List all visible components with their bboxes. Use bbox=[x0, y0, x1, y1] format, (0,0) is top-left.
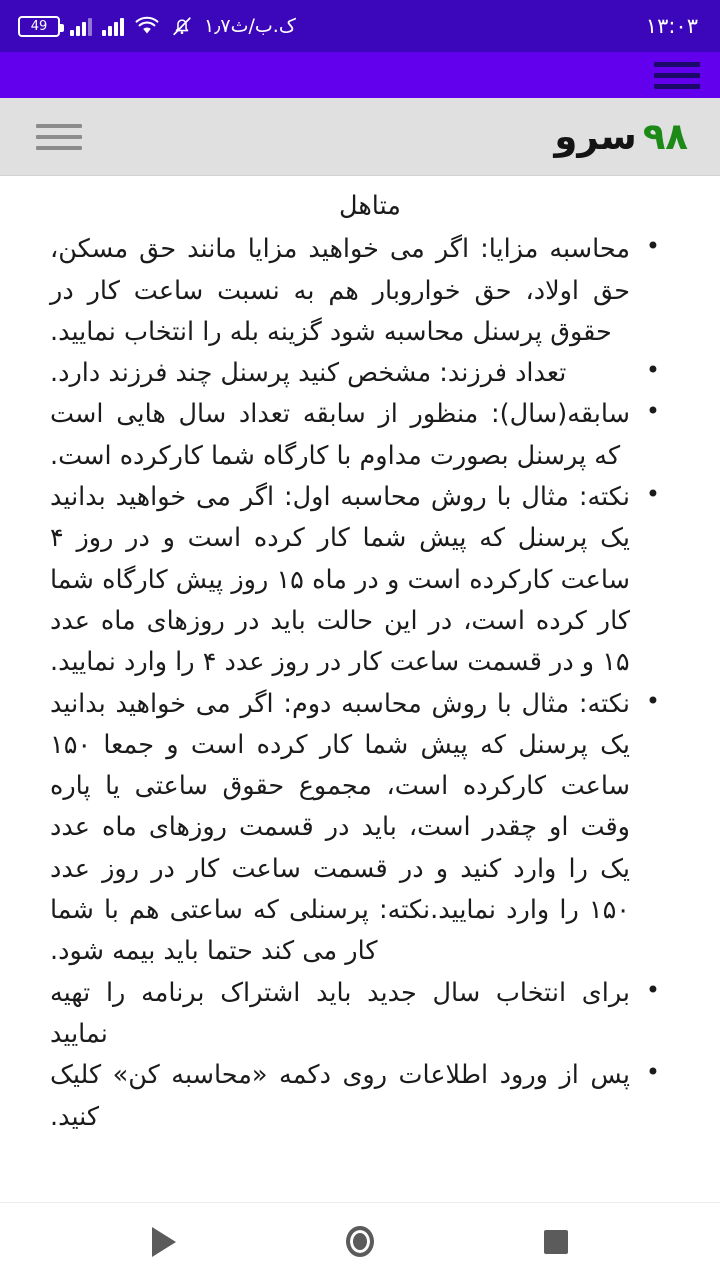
hamburger-line bbox=[36, 124, 82, 128]
battery-icon bbox=[18, 16, 60, 37]
home-circle-icon bbox=[346, 1226, 374, 1257]
list-item: • پس از ورود اطلاعات روی دکمه «محاسبه کن» کلیک کنید. bbox=[50, 1055, 660, 1138]
status-bar-clock-group bbox=[646, 14, 698, 38]
lead-text: متاهل bbox=[339, 191, 401, 221]
site-hamburger-menu-icon[interactable] bbox=[36, 123, 82, 151]
list-item: • محاسبه مزایا: اگر می خواهید مزایا مانند حق مسکن، حق اولاد، حق خواروبار هم به نسبت ساعت کار در حقوق پرسنل محاسبه شود گزینه بله را انتخاب نمایید. bbox=[50, 229, 660, 353]
site-logo-number: ۹۸ bbox=[642, 115, 688, 158]
hamburger-line bbox=[654, 73, 700, 78]
hamburger-line bbox=[654, 84, 700, 89]
list-item: • تعداد فرزند: مشخص کنید پرسنل چند فرزند دارد. bbox=[50, 353, 660, 394]
recents-square-icon bbox=[544, 1230, 568, 1254]
status-bar-icons-group bbox=[18, 15, 296, 37]
hamburger-line bbox=[36, 135, 82, 139]
wifi-icon bbox=[134, 16, 160, 36]
android-status-bar bbox=[0, 0, 720, 52]
network-speed-label: ۱٫۷ک.ب/ث bbox=[204, 15, 296, 37]
browser-toolbar bbox=[0, 52, 720, 98]
site-logo-name: سرو bbox=[554, 115, 637, 158]
mute-bell-icon bbox=[170, 15, 194, 37]
hamburger-line bbox=[36, 146, 82, 150]
signal-icon-sim2 bbox=[70, 16, 92, 36]
browser-hamburger-menu-icon[interactable] bbox=[654, 60, 700, 90]
list-item: • نکته: مثال با روش محاسبه دوم: اگر می خواهید بدانید یک پرسنل که پیش شما کار کرده است و جمعا ۱۵۰ ساعت کارکرده است، مجموع حقوق ساعتی یا پاره وقت او چقدر است، باید در قسمت روزهای ماه عدد یک را وارد کنید و در قسمت ساعت کار در روز عدد ۱۵۰ را وارد نمایید.نکته: پرسنلی که ساعتی هم با شما کار می کند حتما باید بیمه شود. bbox=[50, 684, 660, 973]
nav-home-button[interactable] bbox=[332, 1214, 388, 1270]
hamburger-line bbox=[654, 62, 700, 67]
nav-recents-button[interactable] bbox=[528, 1214, 584, 1270]
page-content bbox=[0, 176, 720, 1202]
nav-back-button[interactable] bbox=[136, 1214, 192, 1270]
battery-level-label: 49 bbox=[30, 18, 48, 34]
list-item: • سابقه(سال): منظور از سابقه تعداد سال هایی است که پرسنل بصورت مداوم با کارگاه شما کارکرده است. bbox=[50, 394, 660, 477]
site-logo[interactable] bbox=[554, 115, 688, 158]
status-bar-clock: ۱۳:۰۳ bbox=[645, 14, 698, 38]
list-item: • نکته: مثال با روش محاسبه اول: اگر می خواهید بدانید یک پرسنل که پیش شما کار کرده است و در روز ۴ ساعت کارکرده است و در ماه ۱۵ روز پیش کارگاه شما کار کرده است، در این حالت باید در روزهای ماه عدد ۱۵ و در قسمت ساعت کار در روز عدد ۴ را وارد نمایید. bbox=[50, 477, 660, 683]
notes-list bbox=[50, 229, 660, 1138]
back-triangle-icon bbox=[152, 1227, 176, 1257]
site-header bbox=[0, 98, 720, 176]
list-item: • برای انتخاب سال جدید باید اشتراک برنامه را تهیه نمایید bbox=[50, 973, 660, 1056]
signal-icon-sim1 bbox=[102, 16, 124, 36]
android-navigation-bar bbox=[0, 1202, 720, 1280]
